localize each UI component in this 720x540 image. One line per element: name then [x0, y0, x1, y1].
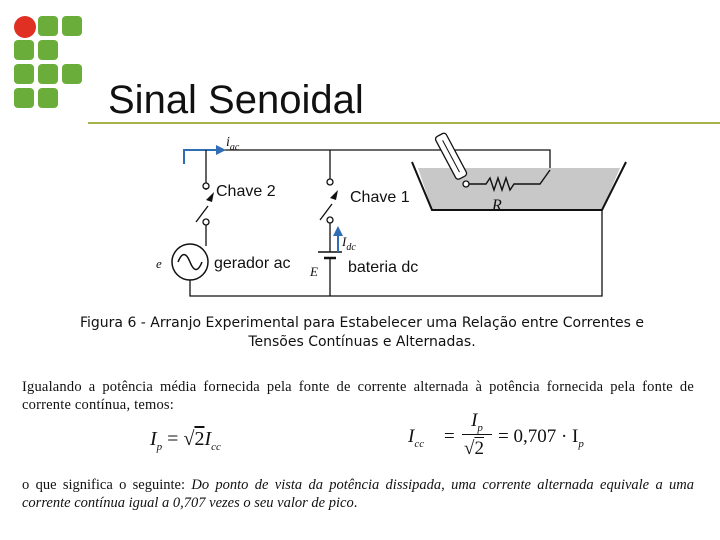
chave2-label: Chave 2 [216, 183, 276, 200]
liquid [418, 168, 620, 210]
chave1-contact-bottom [327, 217, 333, 223]
equation-ip: $I_p = √2I_{cc}$ [150, 428, 221, 453]
generator-e-label: e [156, 256, 162, 271]
logo-square [62, 16, 82, 36]
resistor-label: R [492, 197, 502, 214]
title-underline [88, 122, 720, 124]
logo-square [62, 64, 82, 84]
equation-icc: $I_{cc}$ = $I_p$ √2 = $0,707 \cdot I_p$ [408, 410, 584, 459]
conclusion-italic: Do ponto de vista da potência dissipada, uma corrente alternada equivale a uma corrente contínua igual a 0,707 vezes o seu valor de pico [22, 477, 694, 511]
idc-label: $I_{dc}$ [342, 234, 356, 253]
logo-square [38, 64, 58, 84]
logo-square [14, 40, 34, 60]
caption-line-1: Figura 6 - Arranjo Experimental para Estabelecer uma Relação entre Correntes e [79, 315, 645, 331]
chave1-contact-top [327, 179, 333, 185]
bateria-label: bateria dc [348, 259, 419, 276]
caption-line-2: Tensões Contínuas e Alternadas. [248, 334, 476, 350]
battery-E-label: E [310, 264, 318, 279]
logo-square [38, 16, 58, 36]
logo-square [38, 40, 58, 60]
slide-title: Sinal Senoidal [108, 78, 364, 122]
logo-red-dot [14, 16, 36, 38]
logo-square [14, 88, 34, 108]
figure-caption [20, 314, 704, 352]
iac-label: $i_{ac}$ [226, 135, 240, 153]
institution-logo [14, 16, 84, 110]
gerador-label: gerador ac [214, 255, 291, 272]
chave2-arrow [206, 192, 214, 202]
top-wire [184, 150, 550, 170]
chave2-contact-bottom [203, 219, 209, 225]
paragraph-conclusion [22, 476, 694, 512]
logo-square [38, 88, 58, 108]
chave1-arrow [330, 190, 338, 200]
conclusion-end: . [353, 495, 358, 511]
logo-square [14, 64, 34, 84]
chave1-label: Chave 1 [350, 189, 410, 206]
circuit-diagram [150, 128, 630, 304]
paragraph-power-equality: Igualando a potência média fornecida pela fonte de corrente alternada à potência fornecida pela fonte de corrente contínua, temos: [22, 379, 694, 413]
conclusion-plain: o que significa o seguinte: [22, 477, 192, 493]
